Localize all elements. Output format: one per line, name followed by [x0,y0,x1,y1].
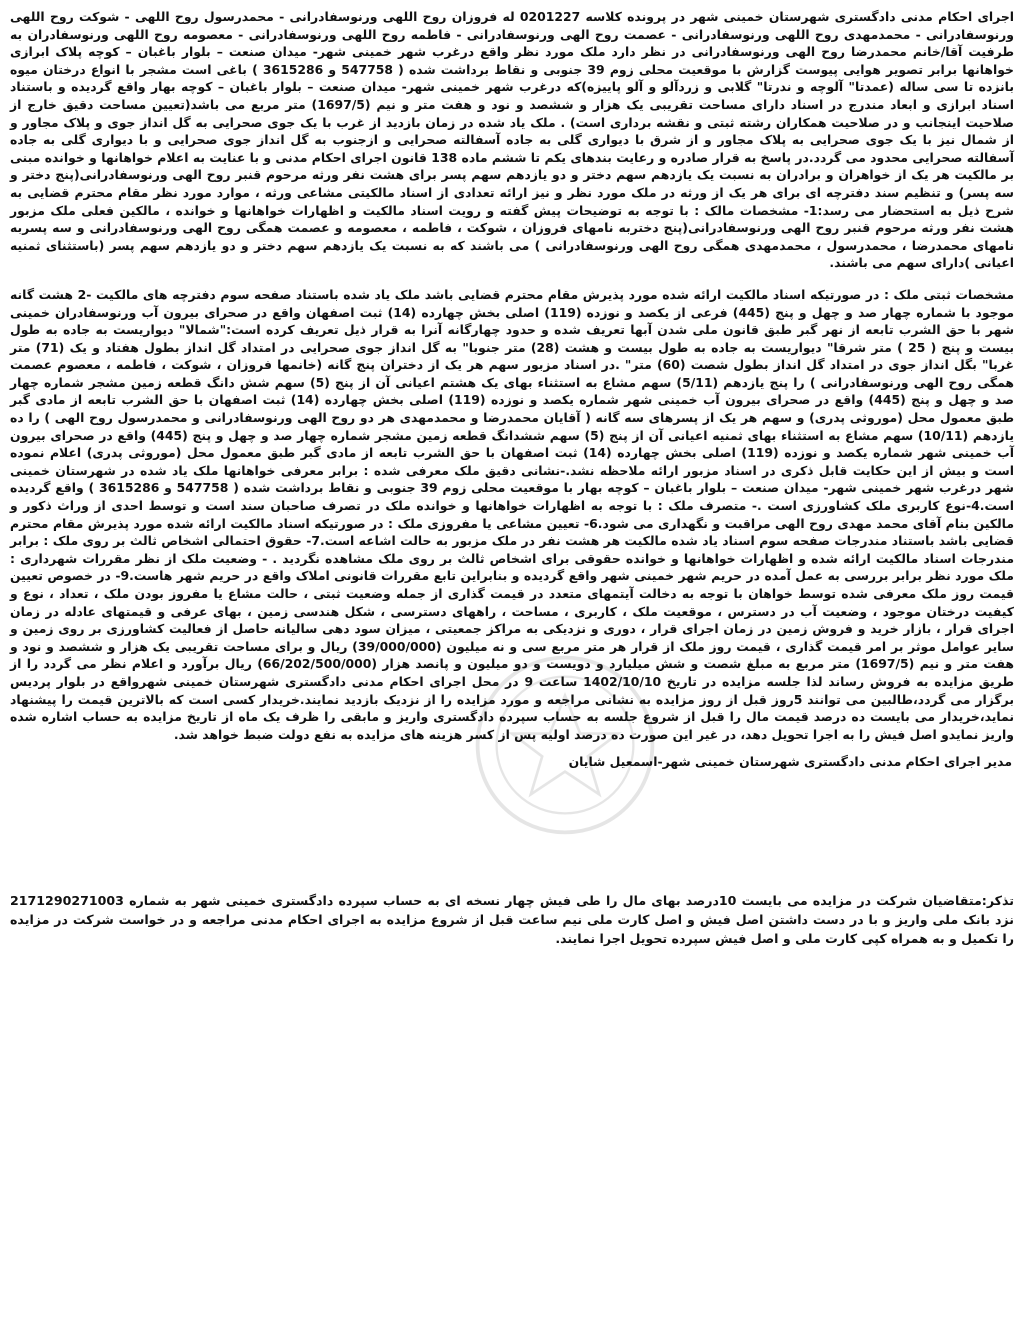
footnote-reminder: تذکر:متقاضیان شرکت در مزایده می بایست 10درصد بهای مال را طی فیش چهار نسخه ای به حساب سپرده دادگستری خمینی شهر به شماره 2171290271003 نزد بانک ملی واریز و با در دست داشتن اصل فیش و اصل کارت ملی نیم ساعت قبل از شروع مزایده به اجرای احکام مدنی مراجعه و در خواست شرکت در مزایده را تکمیل و به همراه کپی کارت ملی و اصل فیش سپرده تحویل اجرا نمایند. [10,893,1014,947]
blank-spacer [10,771,1014,891]
notice-paragraph-2: مشخصات ثبتی ملک : در صورتیکه اسناد مالکیت ارائه شده مورد پذیرش مقام محترم قضایی باشد ملک یاد شده باستناد صفحه سوم دفترچه های مالکیت -2 هشت گانه موجود با شماره چهار صد و چهل و پنج (445) فرعی از یکصد و نوزده (119) اصلی بخش چهارده (14) ثبت اصفهان واقع در صحرای بیرون آب ورنوسفادران خمینی شهر با حق الشرب تابعه از نهر گبر طبق قانون ملی شدن آبها تعریف شده و حدود چهارگانه آنرا به قرار ذیل تعریف کرده است:"شمالا" دیواریست به جاده به طول بیست و پنج ( 25 ) متر شرقا" دیواریست به جاده به طول بیست و هشت (28) متر جنوبا" به گل انداز جوی صحرایی در امتداد گل انداز بطول هفتاد و یک (71) متر غربا" بگل انداز جوی در امتداد گل انداز بطول شصت (60) متر" .در اسناد مزبور سهم هر یک از دختران پنج گانه (خانمها فروزان ، شوکت ، فاطمه ، معصوم عصمت همگی روح الهی ورنوسفادرانی ) را پنج یازدهم (5/11) سهم مشاع به استثناء بهای یک هشتم اعیانی آن از پنج (5) سهم شش دانگ قطعه زمین مشجر شماره چهار صد و چهل و پنج (445) واقع در صحرای بیرون آب خمینی شهر شماره یکصد و نوزده (119) اصلی بخش چهارده (14) ثبت اصفهان با حق الشرب تابعه از مادی گبر طبق معمول محل (موروثی پدری) و سهم هر یک از پسرهای سه گانه ( آقایان محمدرضا و محمدمهدی هر دو روح الهی ورنوسفادرانی و محمدرسول روح الهی ) را ده یازدهم (10/11) سهم مشاع به استثناء بهای ثمنیه اعیانی آن از پنج (5) سهم ششدانگ قطعه زمین مشجر شماره چهار صد و چهل و پنج (445) واقع در صحرای بیرون آب خمینی شهر شماره یکصد و نوزده (119) اصلی بخش چهارده (14) ثبت اصفهان با حق الشرب تابعه از مادی گبر طبق معمول محل (موروثی پدری) اعلام نموده است و بیش از این حکایت قابل ذکری در اسناد مزبور ارائه ملاحظه نشد.-نشانی دقیق ملک معرفی شده : برابر معرفی خواهانها ملک یاد شده در شهرستان خمینی شهر درغرب شهر خمینی شهر- میدان صنعت – بلوار باغبان – کوچه بهار با موقعیت محلی زوم 39 جنوبی و نقاط برداشت شده ( 547758 و 3615286 ) واقع گردیده است.4-نوع کاربری ملک کشاورزی است .- متصرف ملک : با توجه به اظهارات خواهانها و خوانده ملک در تصرف صاحبان سند است و توسط احدی از وراث ذکور و مالکین بنام آقای محمد مهدی روح الهی مراقبت و نگهداری می شود.6- تعیین مشاعی یا مفروزی ملک : در صورتیکه اسناد مالکیت ارائه شده مورد پذیرش مقام محترم قضایی باشد باستناد مندرجات صفحه سوم اسناد یاد شده مالکیت هر هشت نفر در ملک مزبور به حالت اشاعه است.7- حقوق احتمالی اشخاص ثالث بر روی ملک : برابر مندرجات اسناد مالکیت ارائه شده و اظهارات خواهانها و خوانده حقوقی برای اشخاص ثالث بر روی ملک مشاهده نگردید . - وضعیت ملک از نظر مقررات شهرداری : ملک مورد نظر برابر بررسی به عمل آمده در حریم شهر خمینی شهر واقع گردیده و بنابراین تابع مقررات قانونی املاک واقع در حریم شهر هاست.9- در خصوص تعیین قیمت روز ملک معرفی شده توسط خواهان با توجه به دخالت آیتمهای متعدد در قیمت گذاری از جمله وضعیت ثبتی ، حالت مشاع یا مفروز بودن ملک ، تعداد ، نوع و کیفیت درختان موجود ، وضعیت آب در دسترس ، موقعیت ملک ، کاربری ، مساحت ، راههای دسترسی ، شکل هندسی زمین ، بهای عرفی و قیمتهای عادله در زمان اجرای قرار ، بازار خرید و فروش زمین در زمان اجرای قرار ، دوری و نزدیکی به مراکز جمعیتی ، میزان سود دهی سالیانه حاصل از فعالیت کشاورزی بر روی زمین و سایر عوامل موثر بر امر قیمت گذاری ، قیمت روز ملک از قرار هر متر مربع سی و نه میلیون (39/000/000) ریال و برای مساحت تقریبی یک هزار و ششصد و نود و هفت متر و نیم (1697/5) متر مربع به مبلغ شصت و شش میلیارد و دویست و دو میلیون و پانصد هزار (66/202/500/000) ریال برآورد و اعلام نظر می گردد را از طریق مزایده به فروش رساند لذا جلسه مزایده در تاریخ 1402/10/10 ساعت 9 در محل اجرای احکام مدنی دادگستری شهرستان خمینی شهرواقع در بلوار پردیس برگزار می گردد،طالبین می توانند 5روز قبل از روز مزایده به نشانی مراجعه و مورد مزایده را از نزدیک بازدید نمایند.خریدار کسی است که بالاترین قیمت را پیشنهاد نماید،خریدار می بایست ده درصد قیمت مال را قبل از شروع جلسه به حساب سپرده دادگستری واریز و مابقی را ظرف یک ماه از تاریخ مزایده به حساب اشاره شده واریز نمایدو اصل فیش را به اجرا تحویل دهد، در غیر این صورت ده درصد اولیه پس از کسر هزینه های مزایده به نفع دولت ضبط خواهد شد. [10,286,1015,742]
notice-paragraph-1: اجرای احکام مدنی دادگستری شهرستان خمینی شهر در پرونده کلاسه 0201227 له فروزان روح اللهی ورنوسفادرانی - محمدرسول روح اللهی - شوکت روح اللهی ورنوسفادرانی - محمدمهدی روح اللهی ورنوسفادرانی - عصمت روح الهی ورنوسفادرانی - فاطمه روح اللهی ورنوسفادرانی - معصومه روح اللهی ورنوسفادران به طرفیت آقا/خانم محمدرضا روح الهی ورنوسفادرانی در نظر دارد ملک مورد نظر واقع درغرب شهر خمینی شهر- میدان صنعت – بلوار باغبان – کوچه پلاک ابرازی خواهانها برابر تصویر هوایی پیوست گزارش با موقعیت محلی زوم 39 جنوبی و نقاط برداشت شده ( 547758 و 3615286 ) باغی است مشجر با انواع درختان میوه بانزده تا سی ساله (عمدتا" آلوچه و ندرتا" گلابی و زردآلو و آلو پاییزه)که درغرب شهر خمینی شهر- میدان صنعت – بلوار باغبان – کوچه بهار واقع گردیده و باستناد اسناد ابرازی و ابعاد مندرج در اسناد دارای مساحت تقریبی یک هزار و ششصد و نود و هفت متر و نیم (1697/5) متر مربع می باشد(تعیین مساحت دقیق خارج از صلاحیت اینجانب و در صلاحیت همکاران رشته ثبتی و نقشه برداری است) . ملک یاد شده در زمان بازدید از غرب با یک جوی صحرایی به گل انداز جوی و پلاک مجاور و از شمال نیز با یک جوی صحرایی به پلاک مجاور و از شرق با دیواری گلی به جاده آسفالته صحرایی و ازجنوب به گل انداز جوی صحرایی و با دیواری گلی به جاده آسفالته صحرایی محدود می گردد.در پاسخ به قرار صادره و رعایت بندهای یکم تا ششم ماده 138 قانون اجرای احکام مدنی و با عنایت به اعلام خواهانها و خوانده مبنی بر مالکیت هر یک از خواهران و برادران به نسبت یک یازدهم سهم دختر و دو یازدهم سهم پسر برای هشت نفر ورثه مرحوم قنبر روح الهی ورنوسفادرانی(پنج دختر و سه پسر) و تنظیم سند دفترچه ای برای هر یک از ورثه در ملک مورد نظر و نیز ارائه تعدادی از اسناد مالکیتی مشاعی ورثه ، موارد مورد نظر مقام محترم قضایی به شرح ذیل به استحضار می رسد:1- مشخصات مالک : با توجه به توضیحات پیش گفته و رویت اسناد مالکیت و اظهارات خواهانها و خوانده ، مالکین فعلی ملک مزبور هشت نفر ورثه مرحوم قنبر روح الهی ورنوسفادرانی(پنج دختربه نامهای فروزان ، شوکت ، فاطمه ، معصومه و عصمت همگی روح الهی ورنوسفادرانی و سه پسربه نامهای محمدرضا ، محمدرسول ، محمدمهدی همگی روح الهی ورنوسفادرانی ) می باشند که به نسبت یک یازدهم سهم دختر و دو یازدهم سهم پسر (باستثنای ثمنیه اعیانی )دارای سهم می باشند. [10,9,1014,271]
signature-line: مدیر اجرای احکام مدنی دادگستری شهرستان خمینی شهر-اسمعیل شایان [568,754,1012,770]
